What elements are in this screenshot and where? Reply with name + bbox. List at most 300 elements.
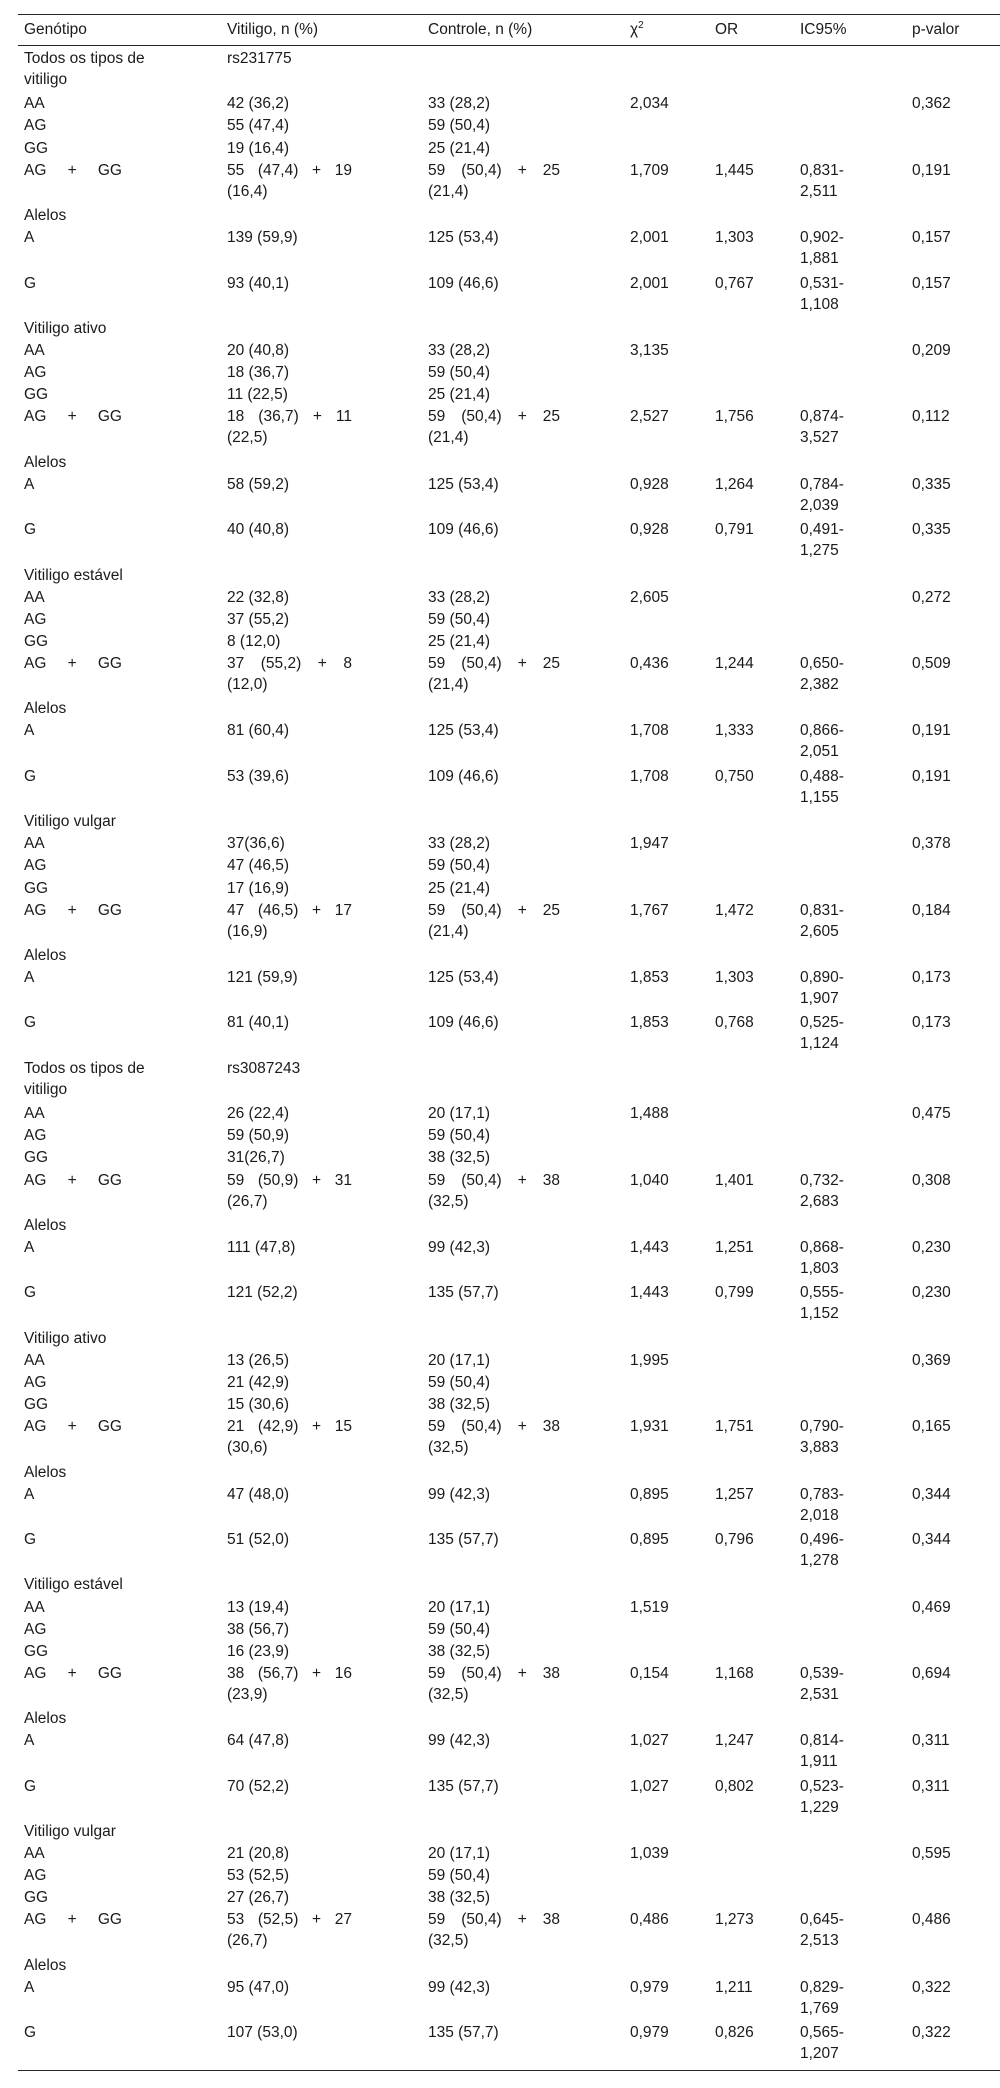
- ic95-cell: [800, 720, 880, 762]
- controle-cell: 20 (17,1): [428, 1105, 491, 1123]
- ic95-cell: [800, 1484, 880, 1526]
- table-row: [0, 1821, 1000, 1843]
- ic95-cell: [800, 1529, 880, 1571]
- genotype-cell: GG: [24, 1642, 49, 1660]
- or-cell: 0,796: [715, 1531, 754, 1549]
- vitiligo-cell-line: (16,4): [227, 182, 268, 200]
- vitiligo-cell: [227, 900, 352, 942]
- table-row: [0, 855, 1000, 877]
- ic95-cell: [800, 900, 880, 942]
- table-row: [0, 115, 1000, 137]
- genotype-cell: AG: [24, 364, 47, 382]
- chi-square-cell: 0,979: [630, 2024, 669, 2042]
- genotype-cell: Alelos: [24, 1463, 67, 1481]
- controle-cell: 20 (17,1): [428, 1845, 491, 1863]
- ic95-cell: [800, 1012, 880, 1054]
- table-row: [0, 340, 1000, 362]
- chi-square-cell: 0,486: [630, 1911, 669, 1929]
- or-cell: 1,445: [715, 161, 754, 179]
- controle-cell-line: (32,5): [428, 1439, 469, 1457]
- vitiligo-cell: 139 (59,9): [227, 229, 298, 247]
- controle-cell: 20 (17,1): [428, 1351, 491, 1369]
- vitiligo-cell: 21 (42,9): [227, 1373, 290, 1391]
- controle-cell: 20 (17,1): [428, 1598, 491, 1616]
- ic95-cell: [800, 653, 880, 695]
- genotype-cell: AA: [24, 1845, 45, 1863]
- ic95-cell-line: 1,278: [800, 1552, 839, 1570]
- vitiligo-cell-line: (26,7): [227, 1932, 268, 1950]
- controle-cell: 125 (53,4): [428, 229, 499, 247]
- ic95-cell-line: 0,732-: [800, 1171, 844, 1189]
- chi-square-cell: 1,039: [630, 1845, 669, 1863]
- snp-id-cell: rs3087243: [227, 1059, 301, 1077]
- controle-cell: [428, 160, 560, 202]
- genotype-cell: Alelos: [24, 1956, 67, 1974]
- controle-cell: 99 (42,3): [428, 1239, 491, 1257]
- ic95-cell-line: 0,814-: [800, 1732, 844, 1750]
- table-row: [0, 565, 1000, 587]
- genotype-cell: A: [24, 1485, 35, 1503]
- ic95-cell-line: 1,803: [800, 1260, 839, 1278]
- or-cell: 1,257: [715, 1485, 754, 1503]
- ic95-cell-line: 0,555-: [800, 1284, 844, 1302]
- genotype-cell: GG: [24, 879, 49, 897]
- ic95-cell: [800, 474, 880, 516]
- p-valor-cell: 0,344: [912, 1531, 951, 1549]
- genotype-cell: G: [24, 1014, 37, 1032]
- vitiligo-cell-line: 18 (36,7) + 11: [227, 408, 352, 426]
- controle-cell: 59 (50,4): [428, 117, 491, 135]
- or-cell: 0,791: [715, 521, 754, 539]
- ic95-cell: [800, 227, 880, 269]
- or-cell: 1,303: [715, 969, 754, 987]
- genotype-cell: AG: [24, 1127, 47, 1145]
- table-row-combined: [0, 1663, 1000, 1708]
- controle-cell: [428, 900, 560, 942]
- table-row: [0, 452, 1000, 474]
- p-valor-cell: 0,157: [912, 229, 951, 247]
- chi-square-cell: 1,519: [630, 1598, 669, 1616]
- controle-cell: 33 (28,2): [428, 342, 491, 360]
- genotype-cell: G: [24, 1284, 37, 1302]
- vitiligo-cell-line: 47 (46,5) + 17: [227, 901, 352, 919]
- ic95-cell-line: 0,831-: [800, 901, 844, 919]
- genotype-cell: A: [24, 1978, 35, 1996]
- controle-cell-line: 59 (50,4) + 25: [428, 161, 560, 179]
- vitiligo-cell: 13 (19,4): [227, 1598, 290, 1616]
- table-row-allele: [0, 720, 1000, 765]
- table-row-allele: [0, 519, 1000, 564]
- controle-cell: 25 (21,4): [428, 139, 491, 157]
- vitiligo-cell-line: 38 (56,7) + 16: [227, 1664, 352, 1682]
- genotype-cell: G: [24, 767, 37, 785]
- table-row: [0, 205, 1000, 227]
- table-row-allele: [0, 1282, 1000, 1327]
- or-cell: 0,768: [715, 1014, 754, 1032]
- ic95-cell: [800, 160, 880, 202]
- ic95-cell-line: 2,018: [800, 1506, 839, 1524]
- table-row: [0, 1865, 1000, 1887]
- header-vitiligo: Vitiligo, n (%): [227, 21, 319, 38]
- genotype-cell: A: [24, 1732, 35, 1750]
- ic95-cell: [800, 766, 880, 808]
- genotype-cell: AG: [24, 857, 47, 875]
- p-valor-cell: 0,362: [912, 95, 951, 113]
- chi-square-cell: 1,708: [630, 767, 669, 785]
- genotype-cell: AA: [24, 1105, 45, 1123]
- or-cell: 0,767: [715, 274, 754, 292]
- table-row: [0, 587, 1000, 609]
- table-row-combined: [0, 160, 1000, 205]
- genotype-cell: Vitiligo estável: [24, 566, 123, 584]
- or-cell: 1,751: [715, 1418, 754, 1436]
- controle-cell: 59 (50,4): [428, 364, 491, 382]
- vitiligo-cell-line: (22,5): [227, 429, 268, 447]
- ic95-cell-line: 2,382: [800, 675, 839, 693]
- vitiligo-cell: 58 (59,2): [227, 475, 290, 493]
- genotype-cell: GG: [24, 632, 49, 650]
- table-row: [0, 384, 1000, 406]
- ic95-cell: [800, 967, 880, 1009]
- ic95-cell-line: 0,868-: [800, 1239, 844, 1257]
- chi-square-cell: 1,931: [630, 1418, 669, 1436]
- ic95-cell-line: 0,525-: [800, 1014, 844, 1032]
- table-row: [0, 945, 1000, 967]
- table-row-combined: [0, 1909, 1000, 1954]
- ic95-cell: [800, 2022, 880, 2064]
- snp-id-cell: rs231775: [227, 50, 292, 67]
- ic95-cell-line: 1,769: [800, 1999, 839, 2017]
- table-row: [0, 138, 1000, 160]
- genotype-cell: Alelos: [24, 453, 67, 471]
- ic95-cell-line: 1,155: [800, 788, 839, 806]
- table-header-row: [0, 16, 1000, 44]
- vitiligo-cell: 17 (16,9): [227, 879, 290, 897]
- genotype-cell: Vitiligo estável: [24, 1576, 123, 1594]
- ic95-cell-line: 0,650-: [800, 654, 844, 672]
- genotype-cell: G: [24, 1531, 37, 1549]
- p-valor-cell: 0,469: [912, 1598, 951, 1616]
- table-row-combined: [0, 900, 1000, 945]
- table-row-allele: [0, 1529, 1000, 1574]
- or-cell: 0,750: [715, 767, 754, 785]
- chi-square-cell: 2,034: [630, 95, 669, 113]
- genotype-cell: AG + GG: [24, 1418, 122, 1436]
- ic95-cell-line: 0,565-: [800, 2024, 844, 2042]
- ic95-cell-line: 3,527: [800, 429, 839, 447]
- ic95-cell-line: 3,883: [800, 1439, 839, 1457]
- controle-cell: [428, 1416, 560, 1458]
- ic95-cell: [800, 1977, 880, 2019]
- genotype-cell: Vitiligo vulgar: [24, 1823, 116, 1841]
- vitiligo-cell: 27 (26,7): [227, 1889, 290, 1907]
- controle-cell: 38 (32,5): [428, 1149, 491, 1167]
- vitiligo-cell: [227, 160, 352, 202]
- genotype-cell: Alelos: [24, 946, 67, 964]
- chi-square-cell: 1,488: [630, 1105, 669, 1123]
- genotype-cell: A: [24, 229, 35, 247]
- table-row-allele: [0, 1237, 1000, 1282]
- controle-cell: 59 (50,4): [428, 1867, 491, 1885]
- chi-square-cell: 2,527: [630, 408, 669, 426]
- genotype-cell: AA: [24, 342, 45, 360]
- chi-square-cell: 0,154: [630, 1664, 669, 1682]
- vitiligo-cell: 81 (60,4): [227, 722, 290, 740]
- vitiligo-cell: 111 (47,8): [227, 1239, 296, 1257]
- table-row: [0, 1574, 1000, 1596]
- section-title-cell: Todos os tipos de vitiligo: [24, 1059, 145, 1098]
- controle-cell: 125 (53,4): [428, 722, 499, 740]
- controle-cell: 99 (42,3): [428, 1732, 491, 1750]
- p-valor-cell: 0,191: [912, 767, 951, 785]
- ic95-cell-line: 0,829-: [800, 1978, 844, 1996]
- vitiligo-cell-line: (30,6): [227, 1439, 268, 1457]
- controle-cell: [428, 653, 560, 695]
- vitiligo-cell: 26 (22,4): [227, 1105, 290, 1123]
- or-cell: 1,244: [715, 654, 754, 672]
- genotype-cell: AG: [24, 117, 47, 135]
- chi-square-cell: 0,928: [630, 475, 669, 493]
- ic95-cell-line: 0,488-: [800, 767, 844, 785]
- table-row: [0, 1215, 1000, 1237]
- chi-square-cell: 1,947: [630, 835, 669, 853]
- vitiligo-cell: 15 (30,6): [227, 1396, 290, 1414]
- controle-cell-line: (32,5): [428, 1932, 469, 1950]
- table-row-combined: [0, 406, 1000, 451]
- header-genotipo: Genótipo: [24, 21, 87, 38]
- or-cell: 1,756: [715, 408, 754, 426]
- p-valor-cell: 0,595: [912, 1845, 951, 1863]
- chi-square-cell: 2,001: [630, 229, 669, 247]
- ic95-cell-line: 0,645-: [800, 1911, 844, 1929]
- controle-cell: 135 (57,7): [428, 1531, 499, 1549]
- chi-square-cell: 3,135: [630, 342, 669, 360]
- p-valor-cell: 0,112: [912, 408, 950, 426]
- vitiligo-cell-line: (26,7): [227, 1192, 268, 1210]
- vitiligo-cell: 38 (56,7): [227, 1620, 290, 1638]
- ic95-cell: [800, 1730, 880, 1772]
- chi-square-cell: 2,001: [630, 274, 669, 292]
- vitiligo-cell: 51 (52,0): [227, 1531, 290, 1549]
- genotype-cell: GG: [24, 386, 49, 404]
- controle-cell-line: 59 (50,4) + 25: [428, 654, 560, 672]
- chi-square-cell: 1,708: [630, 722, 669, 740]
- controle-cell: 135 (57,7): [428, 1777, 499, 1795]
- table-row-combined: [0, 1170, 1000, 1215]
- or-cell: 1,251: [715, 1239, 754, 1257]
- table-header-rule: [18, 45, 1000, 46]
- table-row-allele: [0, 967, 1000, 1012]
- genotype-cell: AA: [24, 1351, 45, 1369]
- table-row: [0, 1641, 1000, 1663]
- genotype-cell: AG + GG: [24, 1664, 122, 1682]
- p-valor-cell: 0,378: [912, 835, 951, 853]
- or-cell: 1,273: [715, 1911, 754, 1929]
- genotype-cell: AA: [24, 588, 45, 606]
- controle-cell: 25 (21,4): [428, 632, 491, 650]
- ic95-cell-line: 2,511: [800, 182, 838, 200]
- vitiligo-cell: 121 (52,2): [227, 1284, 298, 1302]
- controle-cell: 59 (50,4): [428, 1127, 491, 1145]
- controle-cell: 59 (50,4): [428, 1620, 491, 1638]
- genotype-cell: AG + GG: [24, 901, 122, 919]
- vitiligo-cell: 53 (52,5): [227, 1867, 290, 1885]
- genotype-cell: G: [24, 274, 37, 292]
- genotype-cell: A: [24, 475, 35, 493]
- p-valor-cell: 0,157: [912, 274, 951, 292]
- table-row: [0, 1887, 1000, 1909]
- or-cell: 0,799: [715, 1284, 754, 1302]
- ic95-cell-line: 1,911: [800, 1753, 838, 1771]
- genotype-cell: Alelos: [24, 207, 67, 225]
- p-valor-cell: 0,322: [912, 2024, 951, 2042]
- vitiligo-cell: [227, 406, 352, 448]
- ic95-cell-line: 0,531-: [800, 274, 844, 292]
- ic95-cell: [800, 406, 880, 448]
- p-valor-cell: 0,230: [912, 1284, 951, 1302]
- controle-cell-line: 59 (50,4) + 38: [428, 1171, 560, 1189]
- vitiligo-cell: 40 (40,8): [227, 521, 290, 539]
- ic95-cell-line: 0,790-: [800, 1418, 844, 1436]
- table-row-allele: [0, 1776, 1000, 1821]
- table-row: [0, 1597, 1000, 1619]
- controle-cell: [428, 1663, 560, 1705]
- table-row: [0, 811, 1000, 833]
- genotype-cell: Alelos: [24, 700, 67, 718]
- vitiligo-cell-line: 37 (55,2) + 8: [227, 654, 352, 672]
- table-body: [0, 48, 1000, 2068]
- controle-cell: 25 (21,4): [428, 386, 491, 404]
- chi-square-cell: 1,443: [630, 1239, 669, 1257]
- ic95-cell-line: 1,275: [800, 542, 839, 560]
- genotype-cell: AG + GG: [24, 1171, 122, 1189]
- controle-cell: 38 (32,5): [428, 1396, 491, 1414]
- vitiligo-cell: 13 (26,5): [227, 1351, 290, 1369]
- or-cell: 0,802: [715, 1777, 754, 1795]
- chi-square-cell: 1,443: [630, 1284, 669, 1302]
- chi-square-cell: 1,040: [630, 1171, 669, 1189]
- p-valor-cell: 0,335: [912, 475, 951, 493]
- controle-cell-line: (32,5): [428, 1192, 469, 1210]
- genotype-cell: G: [24, 521, 37, 539]
- section-title-cell: Todos os tipos de vitiligo: [24, 50, 145, 88]
- ic95-cell-line: 2,683: [800, 1192, 839, 1210]
- genotype-cell: G: [24, 1777, 37, 1795]
- vitiligo-cell: 11 (22,5): [227, 386, 288, 404]
- genotype-cell: AG + GG: [24, 654, 122, 672]
- vitiligo-cell-line: (12,0): [227, 675, 268, 693]
- table-row: [0, 631, 1000, 653]
- p-valor-cell: 0,311: [912, 1732, 950, 1750]
- vitiligo-cell: 37(36,6): [227, 835, 285, 853]
- ic95-cell-line: 0,491-: [800, 521, 844, 539]
- p-valor-cell: 0,311: [912, 1777, 950, 1795]
- vitiligo-cell-line: (23,9): [227, 1685, 268, 1703]
- genotype-cell: AG + GG: [24, 408, 122, 426]
- controle-cell-line: (21,4): [428, 182, 469, 200]
- vitiligo-cell: [227, 1909, 352, 1951]
- controle-cell: 99 (42,3): [428, 1978, 491, 1996]
- controle-cell: 38 (32,5): [428, 1889, 491, 1907]
- genotype-cell: AG + GG: [24, 161, 122, 179]
- ic95-cell-line: 2,039: [800, 496, 839, 514]
- or-cell: 1,333: [715, 722, 754, 740]
- controle-cell: 135 (57,7): [428, 1284, 499, 1302]
- ic95-cell: [800, 1416, 880, 1458]
- chi-square-cell: 0,436: [630, 654, 669, 672]
- ic95-cell: [800, 273, 880, 315]
- genotype-cell: Vitiligo ativo: [24, 319, 107, 337]
- vitiligo-cell: 22 (32,8): [227, 588, 290, 606]
- controle-cell: 109 (46,6): [428, 274, 499, 292]
- or-cell: 1,247: [715, 1732, 754, 1750]
- vitiligo-cell: 107 (53,0): [227, 2024, 298, 2042]
- controle-cell: 25 (21,4): [428, 879, 491, 897]
- or-cell: 1,168: [715, 1664, 754, 1682]
- vitiligo-cell: 121 (59,9): [227, 969, 298, 987]
- ic95-cell: [800, 1776, 880, 1818]
- ic95-cell-line: 0,866-: [800, 722, 844, 740]
- genotype-cell: Vitiligo ativo: [24, 1329, 107, 1347]
- controle-cell: [428, 1170, 560, 1212]
- table-row: [0, 362, 1000, 384]
- genotype-cell: GG: [24, 1149, 49, 1167]
- vitiligo-cell: 95 (47,0): [227, 1978, 290, 1996]
- p-valor-cell: 0,369: [912, 1351, 951, 1369]
- table-row-allele: [0, 1012, 1000, 1057]
- ic95-cell: [800, 1663, 880, 1705]
- chi-square-cell: 1,027: [630, 1777, 669, 1795]
- chi-square-cell: 1,995: [630, 1351, 669, 1369]
- ic95-cell-line: 0,831-: [800, 161, 844, 179]
- vitiligo-cell: [227, 1663, 352, 1705]
- table-top-rule: [18, 14, 1000, 15]
- or-cell: 1,303: [715, 229, 754, 247]
- genotype-cell: AG + GG: [24, 1911, 122, 1929]
- p-valor-cell: 0,191: [912, 722, 951, 740]
- genotype-cell: AG: [24, 1867, 47, 1885]
- ic95-cell-line: 1,907: [800, 990, 839, 1008]
- p-valor-cell: 0,335: [912, 521, 951, 539]
- controle-cell-line: 59 (50,4) + 25: [428, 901, 560, 919]
- table-row-allele: [0, 1977, 1000, 2022]
- p-valor-cell: 0,509: [912, 654, 951, 672]
- genotype-cell: Vitiligo vulgar: [24, 813, 116, 831]
- ic95-cell-line: 1,152: [800, 1305, 839, 1323]
- vitiligo-cell-line: 59 (50,9) + 31: [227, 1171, 352, 1189]
- header-chi-square: $\chi^2$: [630, 19, 644, 38]
- vitiligo-cell: 18 (36,7): [227, 364, 290, 382]
- table-row: [0, 609, 1000, 631]
- genotype-cell: AA: [24, 95, 45, 113]
- genotype-cell: Alelos: [24, 1216, 67, 1234]
- table-bottom-rule: [18, 2070, 1000, 2071]
- or-cell: 1,211: [715, 1978, 753, 1996]
- controle-cell: 59 (50,4): [428, 610, 491, 628]
- genotype-cell: AA: [24, 835, 45, 853]
- genotype-cell: A: [24, 969, 35, 987]
- controle-cell: [428, 406, 560, 448]
- vitiligo-cell-line: (16,9): [227, 922, 268, 940]
- table-row-section: [0, 1058, 1000, 1103]
- p-valor-cell: 0,191: [912, 161, 951, 179]
- vitiligo-cell: 47 (46,5): [227, 857, 290, 875]
- table-row: [0, 1619, 1000, 1641]
- chi-square-cell: 1,853: [630, 1014, 669, 1032]
- table-row-allele: [0, 1730, 1000, 1775]
- vitiligo-cell: [227, 653, 352, 695]
- ic95-cell-line: 0,874-: [800, 408, 844, 426]
